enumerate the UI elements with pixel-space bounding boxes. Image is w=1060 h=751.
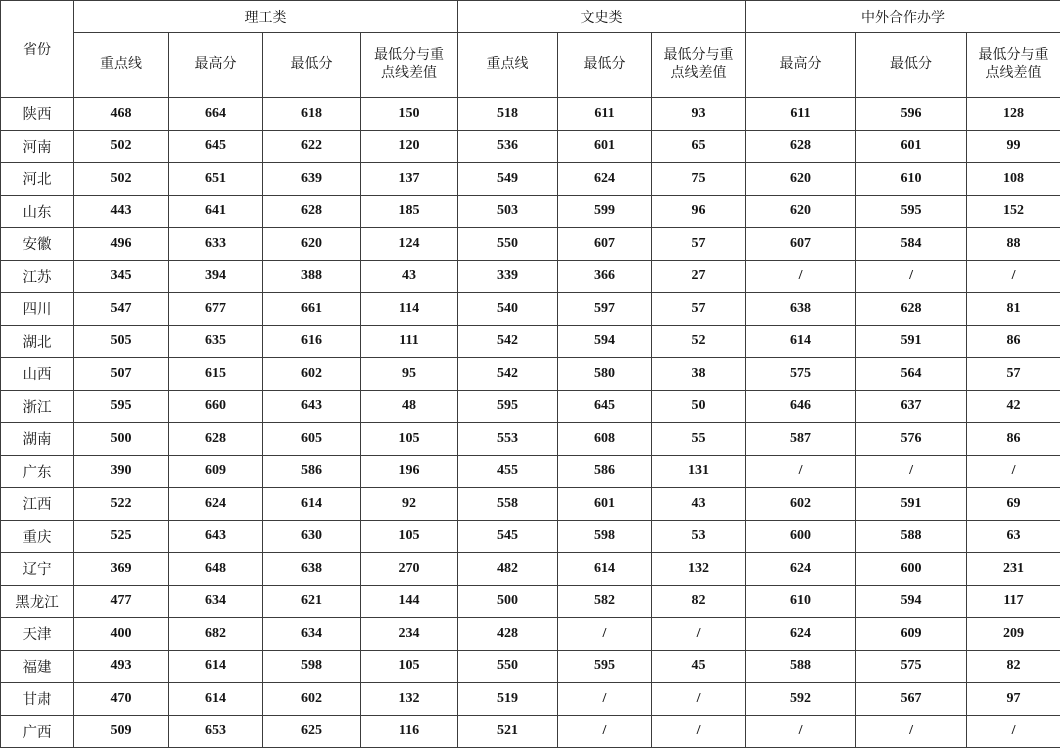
table-row (1, 585, 1060, 618)
table-row (1, 260, 1060, 293)
table-row (1, 715, 1060, 748)
score-cell: 43 (361, 260, 458, 293)
province-cell: 重庆 (1, 520, 74, 553)
score-cell: 536 (458, 130, 558, 163)
score-cell: 586 (263, 455, 361, 488)
column-header-highest (746, 33, 856, 98)
score-cell: 637 (856, 390, 967, 423)
score-cell: 610 (746, 585, 856, 618)
score-cell: 601 (856, 130, 967, 163)
score-cell: 580 (558, 358, 652, 391)
score-cell: 610 (856, 163, 967, 196)
score-cell: 128 (967, 98, 1060, 131)
score-cell: 596 (856, 98, 967, 131)
score-cell: 607 (746, 228, 856, 261)
score-cell: 43 (652, 488, 746, 521)
province-cell: 甘肃 (1, 683, 74, 716)
score-cell: 97 (967, 683, 1060, 716)
score-cell: 651 (169, 163, 263, 196)
province-cell: 江苏 (1, 260, 74, 293)
score-cell: 595 (74, 390, 169, 423)
score-cell: 646 (746, 390, 856, 423)
score-cell: 88 (967, 228, 1060, 261)
score-cell: 400 (74, 618, 169, 651)
score-cell: 633 (169, 228, 263, 261)
table-row (1, 390, 1060, 423)
score-cell: 624 (746, 553, 856, 586)
column-header-label: 最低分 (890, 57, 933, 72)
score-cell: 628 (263, 195, 361, 228)
score-cell: 502 (74, 163, 169, 196)
column-header-gap (361, 33, 458, 98)
score-cell: 525 (74, 520, 169, 553)
column-header-label: 最低分与重点线差值 (374, 48, 444, 81)
score-cell: 48 (361, 390, 458, 423)
score-cell: 521 (458, 715, 558, 748)
score-cell: 443 (74, 195, 169, 228)
score-cell: / (652, 683, 746, 716)
province-cell: 山东 (1, 195, 74, 228)
score-cell: 505 (74, 325, 169, 358)
score-cell: 614 (746, 325, 856, 358)
score-cell: 620 (746, 163, 856, 196)
score-cell: 428 (458, 618, 558, 651)
score-cell: 641 (169, 195, 263, 228)
score-cell: 519 (458, 683, 558, 716)
column-header-label: 最低分与重点线差值 (663, 48, 734, 81)
score-cell: 591 (856, 325, 967, 358)
score-cell: 567 (856, 683, 967, 716)
score-cell: 63 (967, 520, 1060, 553)
score-cell: 648 (169, 553, 263, 586)
score-cell: 120 (361, 130, 458, 163)
score-cell: 42 (967, 390, 1060, 423)
score-cell: 624 (746, 618, 856, 651)
score-cell: 599 (558, 195, 652, 228)
score-cell: 366 (558, 260, 652, 293)
score-cell: 95 (361, 358, 458, 391)
score-cell: 92 (361, 488, 458, 521)
score-cell: 587 (746, 423, 856, 456)
score-cell: 547 (74, 293, 169, 326)
table-row (1, 98, 1060, 131)
score-cell: 677 (169, 293, 263, 326)
score-cell: 81 (967, 293, 1060, 326)
province-cell: 四川 (1, 293, 74, 326)
province-cell: 河北 (1, 163, 74, 196)
column-header-label: 最高分 (779, 57, 822, 72)
score-cell: 653 (169, 715, 263, 748)
score-cell: 601 (558, 130, 652, 163)
score-cell: 643 (169, 520, 263, 553)
score-cell: 595 (458, 390, 558, 423)
score-cell: 611 (746, 98, 856, 131)
score-cell: 611 (558, 98, 652, 131)
score-cell: 493 (74, 650, 169, 683)
score-cell: 645 (558, 390, 652, 423)
score-cell: 45 (652, 650, 746, 683)
score-cell: 57 (967, 358, 1060, 391)
score-cell: 634 (263, 618, 361, 651)
column-header-highest (169, 33, 263, 98)
score-cell: 93 (652, 98, 746, 131)
score-cell: 116 (361, 715, 458, 748)
table-row (1, 163, 1060, 196)
province-cell: 浙江 (1, 390, 74, 423)
score-cell: 99 (967, 130, 1060, 163)
province-cell: 江西 (1, 488, 74, 521)
score-cell: 137 (361, 163, 458, 196)
score-cell: 339 (458, 260, 558, 293)
table-row (1, 618, 1060, 651)
table-row (1, 228, 1060, 261)
score-cell: 575 (746, 358, 856, 391)
score-cell: 477 (74, 585, 169, 618)
score-cell: 270 (361, 553, 458, 586)
score-cell: / (558, 618, 652, 651)
score-cell: 234 (361, 618, 458, 651)
score-cell: 369 (74, 553, 169, 586)
score-cell: 598 (263, 650, 361, 683)
score-cell: 600 (746, 520, 856, 553)
table-row (1, 488, 1060, 521)
score-cell: 595 (558, 650, 652, 683)
score-cell: / (652, 618, 746, 651)
score-cell: 628 (856, 293, 967, 326)
score-cell: 132 (361, 683, 458, 716)
province-column-header: 省份 (1, 1, 74, 98)
score-cell: 500 (74, 423, 169, 456)
table-row (1, 325, 1060, 358)
score-cell: 27 (652, 260, 746, 293)
score-cell: 124 (361, 228, 458, 261)
province-cell: 天津 (1, 618, 74, 651)
score-cell: 549 (458, 163, 558, 196)
score-cell: 614 (263, 488, 361, 521)
score-cell: 196 (361, 455, 458, 488)
score-cell: 614 (558, 553, 652, 586)
score-cell: 586 (558, 455, 652, 488)
score-cell: 628 (169, 423, 263, 456)
province-cell: 湖北 (1, 325, 74, 358)
score-cell: 390 (74, 455, 169, 488)
score-cell: 57 (652, 228, 746, 261)
province-cell: 陕西 (1, 98, 74, 131)
score-cell: 108 (967, 163, 1060, 196)
score-cell: 625 (263, 715, 361, 748)
table-row (1, 683, 1060, 716)
score-cell: / (856, 715, 967, 748)
score-cell: 622 (263, 130, 361, 163)
score-cell: 496 (74, 228, 169, 261)
score-cell: / (967, 455, 1060, 488)
score-cell: 470 (74, 683, 169, 716)
score-cell: 500 (458, 585, 558, 618)
score-cell: 455 (458, 455, 558, 488)
score-cell: 602 (263, 358, 361, 391)
province-cell: 广西 (1, 715, 74, 748)
score-cell: 628 (746, 130, 856, 163)
score-cell: 388 (263, 260, 361, 293)
column-header-key-line (74, 33, 169, 98)
score-cell: 65 (652, 130, 746, 163)
score-cell: 639 (263, 163, 361, 196)
score-cell: 634 (169, 585, 263, 618)
score-cell: / (746, 260, 856, 293)
score-cell: 96 (652, 195, 746, 228)
score-cell: 38 (652, 358, 746, 391)
score-cell: 53 (652, 520, 746, 553)
score-cell: 105 (361, 520, 458, 553)
score-cell: 595 (856, 195, 967, 228)
score-cell: 582 (558, 585, 652, 618)
score-cell: 614 (169, 683, 263, 716)
score-cell: 575 (856, 650, 967, 683)
score-cell: 597 (558, 293, 652, 326)
score-cell: 601 (558, 488, 652, 521)
score-cell: / (856, 455, 967, 488)
score-cell: 86 (967, 423, 1060, 456)
column-header-gap (967, 33, 1060, 98)
column-header-lowest (558, 33, 652, 98)
score-cell: 82 (967, 650, 1060, 683)
score-cell: 114 (361, 293, 458, 326)
score-cell: 602 (263, 683, 361, 716)
score-cell: 594 (558, 325, 652, 358)
score-cell: 553 (458, 423, 558, 456)
score-cell: 345 (74, 260, 169, 293)
score-cell: 624 (169, 488, 263, 521)
score-cell: 540 (458, 293, 558, 326)
score-cell: 564 (856, 358, 967, 391)
score-cell: 550 (458, 650, 558, 683)
score-cell: 614 (169, 650, 263, 683)
column-header-label: 最低分与重点线差值 (978, 48, 1049, 81)
score-cell: 635 (169, 325, 263, 358)
score-cell: 152 (967, 195, 1060, 228)
score-cell: / (856, 260, 967, 293)
score-cell: 620 (746, 195, 856, 228)
score-cell: 660 (169, 390, 263, 423)
province-cell: 湖南 (1, 423, 74, 456)
score-cell: 394 (169, 260, 263, 293)
score-cell: 584 (856, 228, 967, 261)
group-header-sino-foreign: 中外合作办学 (746, 1, 1060, 33)
score-cell: 605 (263, 423, 361, 456)
score-cell: 75 (652, 163, 746, 196)
table-row (1, 358, 1060, 391)
score-cell: 111 (361, 325, 458, 358)
score-cell: 630 (263, 520, 361, 553)
score-cell: 600 (856, 553, 967, 586)
score-cell: / (558, 715, 652, 748)
province-cell: 安徽 (1, 228, 74, 261)
table-row (1, 455, 1060, 488)
score-cell: 522 (74, 488, 169, 521)
score-cell: 602 (746, 488, 856, 521)
score-cell: 57 (652, 293, 746, 326)
score-cell: 518 (458, 98, 558, 131)
score-cell: 105 (361, 423, 458, 456)
score-cell: 105 (361, 650, 458, 683)
score-cell: 150 (361, 98, 458, 131)
score-cell: 482 (458, 553, 558, 586)
score-cell: 507 (74, 358, 169, 391)
score-cell: 609 (856, 618, 967, 651)
group-header-science-engineering: 理工类 (74, 1, 458, 33)
table-row (1, 195, 1060, 228)
score-cell: 609 (169, 455, 263, 488)
score-cell: 55 (652, 423, 746, 456)
score-cell: 624 (558, 163, 652, 196)
column-header-label: 最高分 (194, 57, 237, 72)
column-header-row (1, 33, 1060, 98)
table-row (1, 293, 1060, 326)
score-cell: / (746, 715, 856, 748)
score-cell: 576 (856, 423, 967, 456)
score-cell: 588 (856, 520, 967, 553)
score-cell: / (967, 715, 1060, 748)
score-cell: 608 (558, 423, 652, 456)
score-cell: 607 (558, 228, 652, 261)
score-cell: 558 (458, 488, 558, 521)
score-cell: 550 (458, 228, 558, 261)
table-body (1, 98, 1060, 748)
table-row (1, 520, 1060, 553)
score-cell: 86 (967, 325, 1060, 358)
table-row (1, 553, 1060, 586)
table-row (1, 423, 1060, 456)
score-cell: 542 (458, 325, 558, 358)
score-cell: 509 (74, 715, 169, 748)
score-cell: 682 (169, 618, 263, 651)
group-header-liberal-arts: 文史类 (458, 1, 746, 33)
province-cell: 辽宁 (1, 553, 74, 586)
score-cell: 209 (967, 618, 1060, 651)
table-row (1, 130, 1060, 163)
score-cell: 664 (169, 98, 263, 131)
score-cell: 503 (458, 195, 558, 228)
province-cell: 河南 (1, 130, 74, 163)
score-cell: 621 (263, 585, 361, 618)
score-cell: 594 (856, 585, 967, 618)
score-cell: 638 (746, 293, 856, 326)
province-cell: 福建 (1, 650, 74, 683)
score-cell: 82 (652, 585, 746, 618)
column-header-label: 重点线 (100, 57, 142, 72)
score-cell: 468 (74, 98, 169, 131)
score-cell: 131 (652, 455, 746, 488)
score-cell: 638 (263, 553, 361, 586)
column-header-key-line (458, 33, 558, 98)
column-header-label: 最低分 (290, 57, 333, 72)
score-cell: / (558, 683, 652, 716)
province-cell: 黑龙江 (1, 585, 74, 618)
column-header-lowest (263, 33, 361, 98)
score-cell: 144 (361, 585, 458, 618)
score-cell: 592 (746, 683, 856, 716)
score-cell: 502 (74, 130, 169, 163)
score-cell: 117 (967, 585, 1060, 618)
score-cell: 231 (967, 553, 1060, 586)
score-cell: 542 (458, 358, 558, 391)
score-cell: 132 (652, 553, 746, 586)
score-cell: 615 (169, 358, 263, 391)
score-cell: 591 (856, 488, 967, 521)
score-cell: 545 (458, 520, 558, 553)
score-cell: / (652, 715, 746, 748)
score-cell: / (967, 260, 1060, 293)
column-header-label: 重点线 (486, 57, 529, 72)
score-cell: 50 (652, 390, 746, 423)
table-row (1, 650, 1060, 683)
score-cell: 645 (169, 130, 263, 163)
column-header-gap (652, 33, 746, 98)
score-cell: 643 (263, 390, 361, 423)
score-cell: 620 (263, 228, 361, 261)
score-cell: 588 (746, 650, 856, 683)
score-cell: 52 (652, 325, 746, 358)
province-cell: 广东 (1, 455, 74, 488)
column-header-lowest (856, 33, 967, 98)
score-cell: 185 (361, 195, 458, 228)
column-header-label: 最低分 (583, 57, 626, 72)
score-cell: 598 (558, 520, 652, 553)
score-cell: 616 (263, 325, 361, 358)
group-header-row (1, 1, 1060, 33)
score-cell: 69 (967, 488, 1060, 521)
score-cell: 618 (263, 98, 361, 131)
province-cell: 山西 (1, 358, 74, 391)
score-cell: 661 (263, 293, 361, 326)
score-cell: / (746, 455, 856, 488)
